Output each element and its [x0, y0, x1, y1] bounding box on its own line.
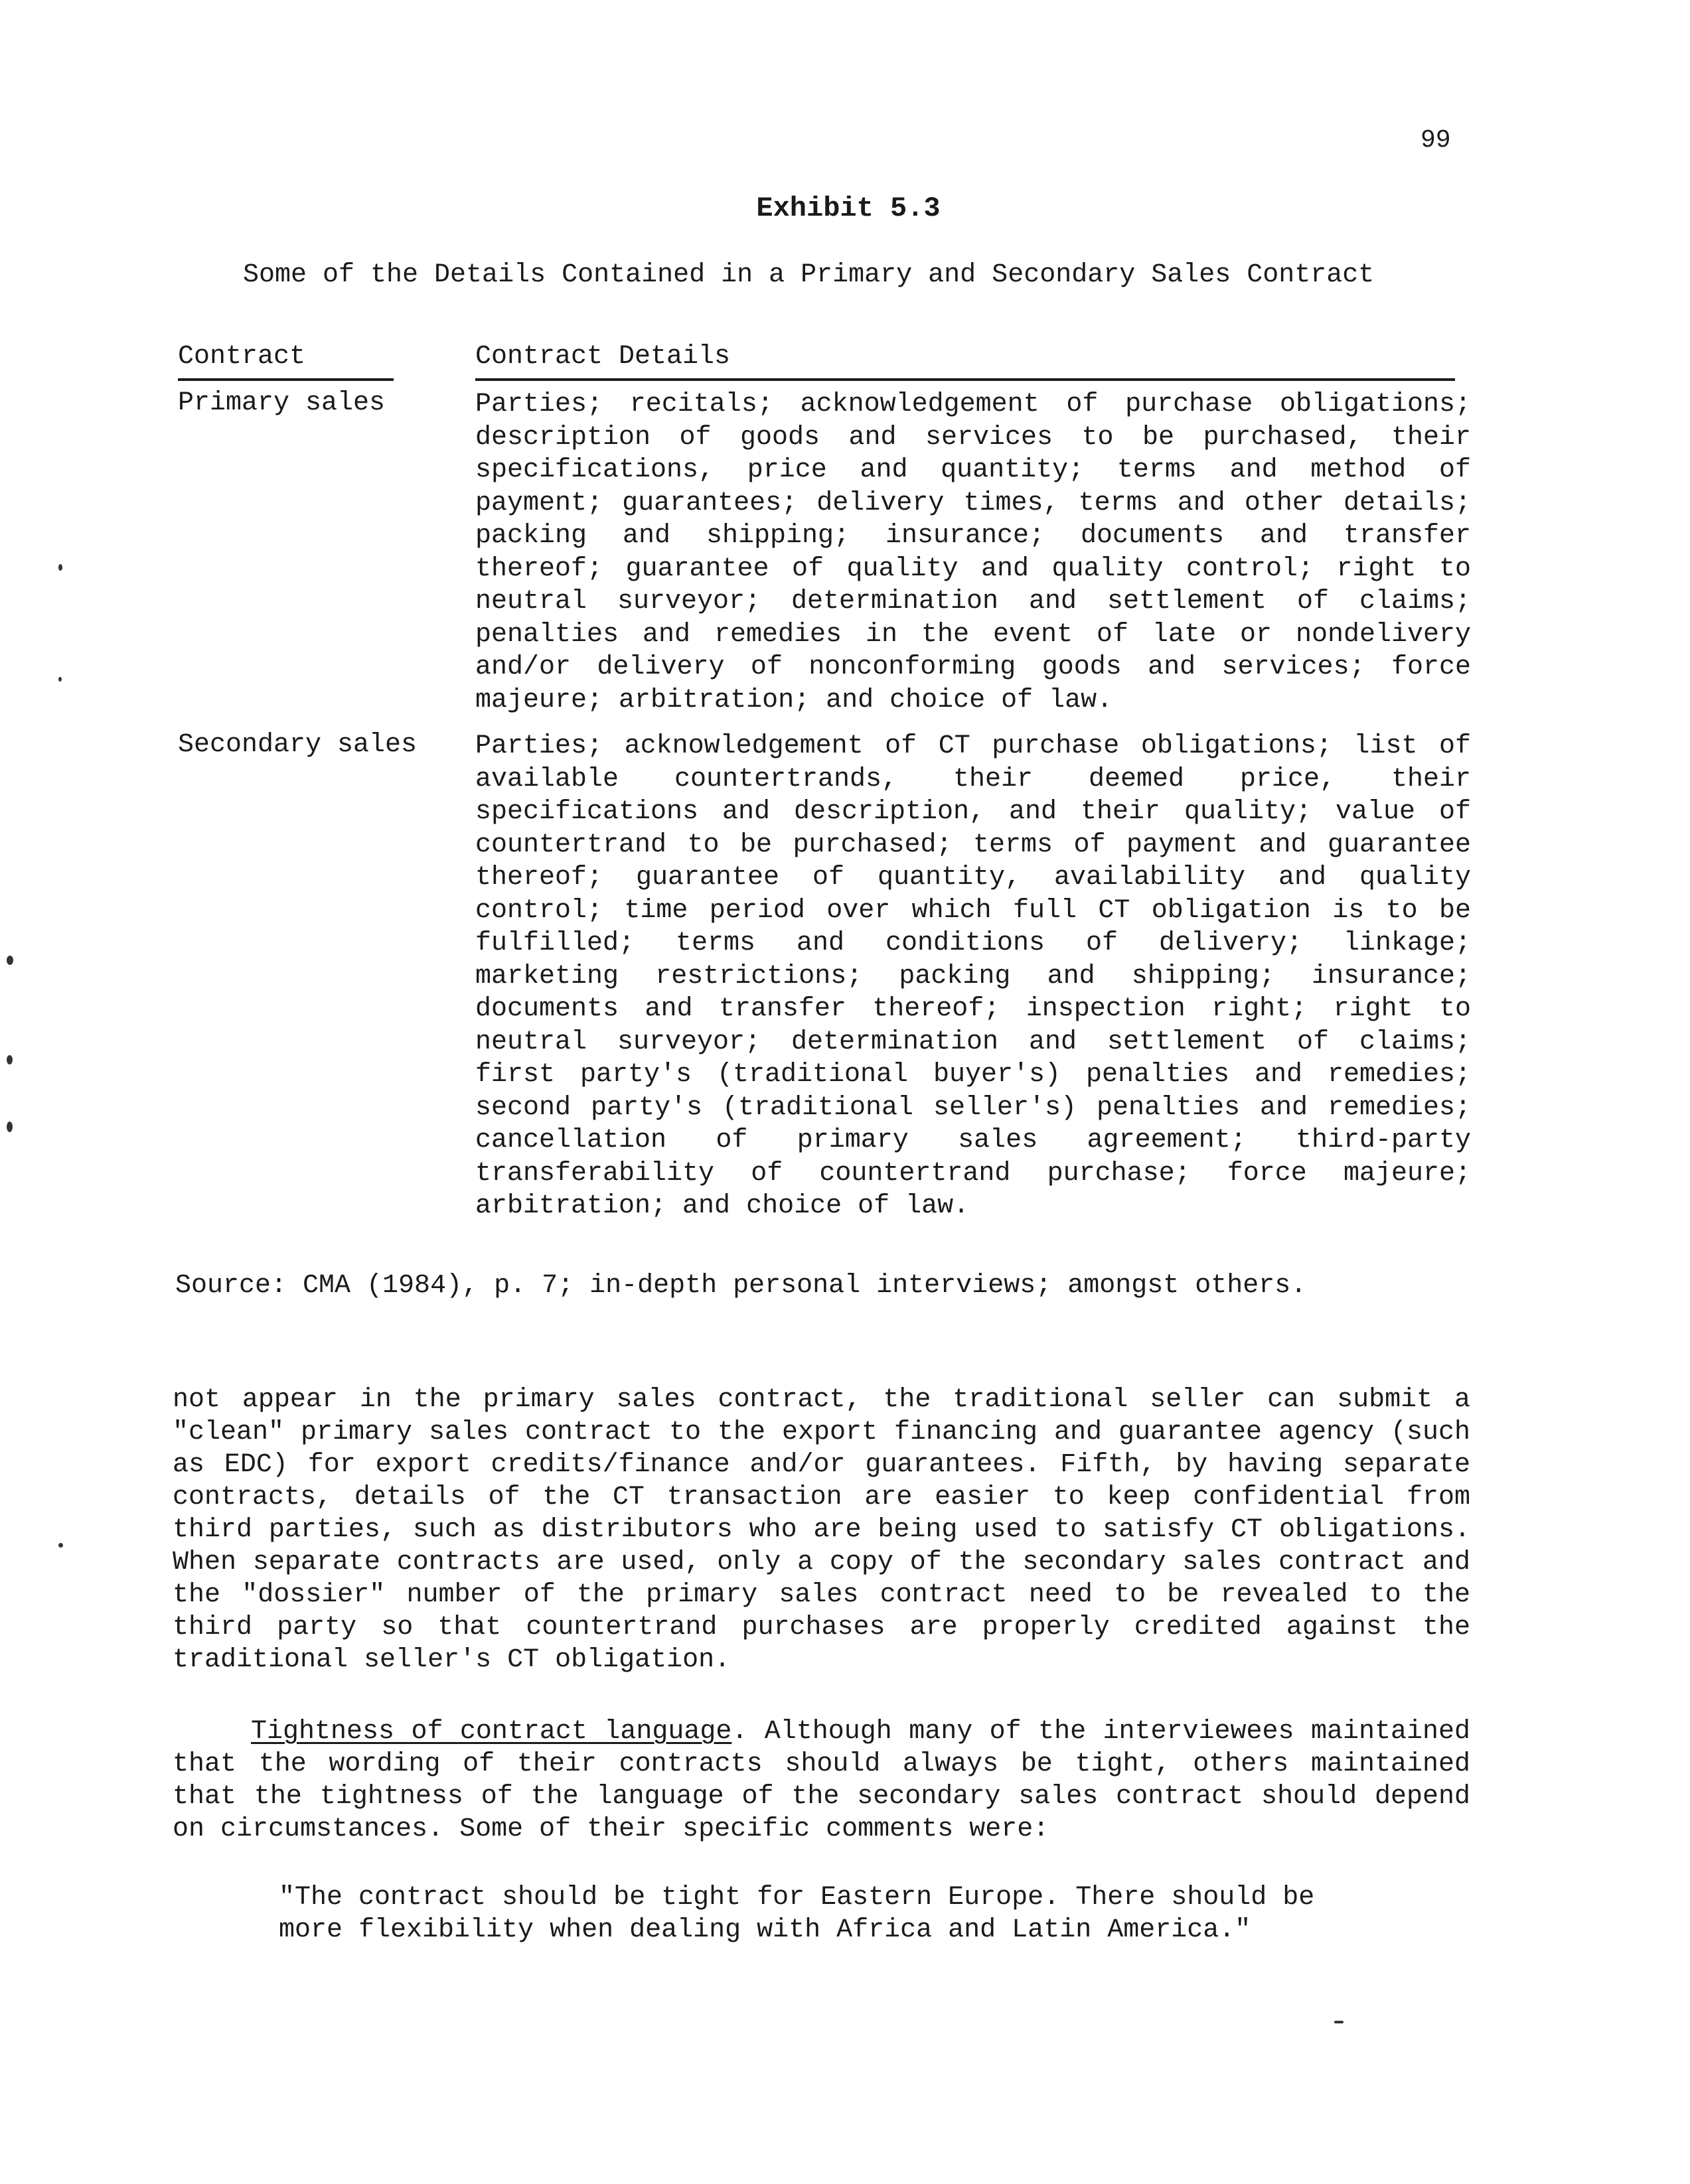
- exhibit-title: Exhibit 5.3: [756, 192, 941, 224]
- column-header-contract-details: Contract Details: [475, 342, 1455, 381]
- body-paragraph-1: not appear in the primary sales contract, the traditional seller can submit a "clean" primary sales contract to the export financing and guarantee agency (such as EDC) for export credits/finance and/or guarantees. Fifth, by having separate contracts, details of the CT transaction are easier to keep confidential from third parties, such as distributors who are being used to satisfy CT obligations. When separate contracts are used, only a copy of the secondary sales contract and the "dossier" number of the primary sales contract need to be revealed to the third party so that countertrand purchases are properly credited against the traditional seller's CT obligation.: [173, 1385, 1470, 1675]
- page-number: 99: [1421, 126, 1451, 155]
- column-header-contract: Contract: [178, 342, 394, 381]
- body-paragraph-2: [173, 1715, 1470, 1846]
- exhibit-source: Source: CMA (1984), p. 7; in-depth personal interviews; amongst others.: [175, 1271, 1307, 1301]
- scan-speck: [1334, 2021, 1344, 2023]
- interview-quote: "The contract should be tight for Eastern Europe. There should be more flexibility when dealing with Africa and Latin America.": [279, 1883, 1315, 1945]
- row-details-secondary-sales: Parties; acknowledgement of CT purchase obligations; list of available countertrands, their deemed price, their specifications and description, and their quality; value of countertrand to be purchased; terms of payment and guarantee thereof; guarantee of quantity, availability and quality control; time period over which full CT obligation is to be fulfilled; terms and conditions of delivery; linkage; marketing restrictions; packing and shipping; insurance; documents and transfer thereof; inspection right; right to neutral surveyor; determination and settlement of claims; first party's (traditional buyer's) penalties and remedies; second party's (traditional seller's) penalties and remedies; cancellation of primary sales agreement; third-party transferability of countertrand purchase; force majeure; arbitration; and choice of law.: [475, 731, 1471, 1221]
- scan-speck: [58, 1543, 63, 1548]
- row-label-secondary-sales: Secondary sales: [178, 730, 418, 760]
- section-heading-tightness: Tightness of contract language: [251, 1717, 732, 1747]
- scan-speck: [7, 1055, 13, 1064]
- body-paragraph-2-text: . Although many of the interviewees maintained that the wording of their contracts should always be tight, others maintained that the tightness of the language of the secondary sales contract should depend on circumstances. Some of their specific comments were:: [173, 1717, 1470, 1844]
- scan-speck: [58, 564, 62, 571]
- exhibit-subtitle: Some of the Details Contained in a Primary and Secondary Sales Contract: [243, 260, 1375, 290]
- row-details-primary-sales: Parties; recitals; acknowledgement of purchase obligations; description of goods and services to be purchased, their specifications, price and quantity; terms and method of payment; guarantees; delivery times, terms and other details; packing and shipping; insurance; documents and transfer thereof; guarantee of quality and quality control; right to neutral surveyor; determination and settlement of claims; penalties and remedies in the event of late or nondelivery and/or delivery of nonconforming goods and services; force majeure; arbitration; and choice of law.: [475, 390, 1471, 715]
- scan-speck: [58, 677, 62, 682]
- row-label-primary-sales: Primary sales: [178, 388, 386, 418]
- scan-speck: [7, 956, 13, 965]
- scan-speck: [7, 1122, 13, 1132]
